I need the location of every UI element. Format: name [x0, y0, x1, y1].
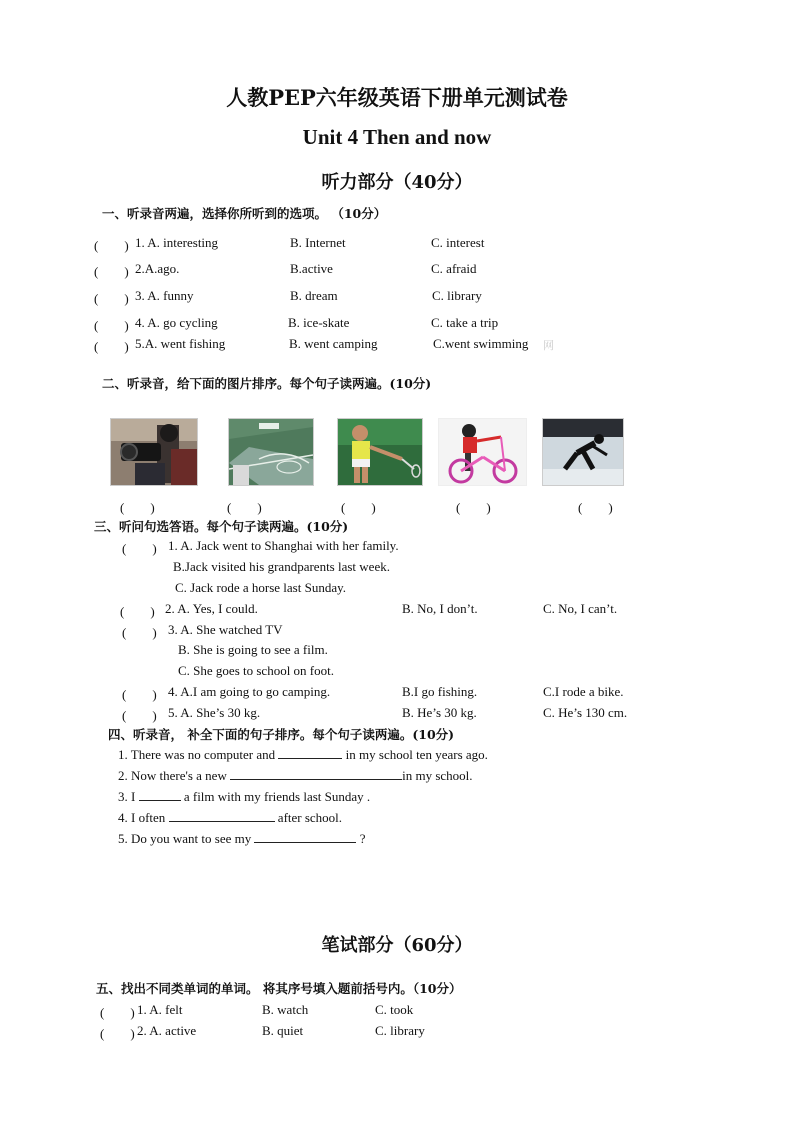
answer-paren[interactable]: ( ) — [100, 1026, 135, 1041]
picture-4-answer[interactable]: ( ) — [456, 500, 491, 515]
sentence-1: 1. There was no computer and in my school ten years ago. — [118, 747, 488, 762]
sentence-2: 2. Now there's a new in my school. — [118, 768, 473, 783]
answer-paren[interactable]: ( ) — [122, 541, 157, 556]
q1-option-c: C. Jack rode a horse last Sunday. — [175, 580, 347, 595]
watermark: 网 — [543, 340, 554, 352]
answer-paren[interactable]: ( ) — [94, 291, 129, 306]
answer-paren[interactable]: ( ) — [122, 625, 157, 640]
option-c: C.went swimming — [433, 336, 529, 351]
option-a: 1. A. interesting — [135, 235, 219, 250]
answer-paren[interactable]: ( ) — [94, 264, 129, 279]
option-a: 4. A. go cycling — [135, 315, 218, 330]
option-c: C. took — [375, 1002, 414, 1017]
blank-4[interactable] — [169, 809, 275, 822]
option-b: B. watch — [262, 1002, 309, 1017]
part2-heading: 二、听录音，给下面的图片排序。每个句子读两遍。(10分) — [102, 376, 432, 391]
q5-option-a: 5. A. She’s 30 kg. — [168, 705, 261, 720]
q2-option-a: 2. A. Yes, I could. — [165, 601, 258, 616]
blank-5[interactable] — [254, 830, 356, 843]
q3-option-c: C. She goes to school on foot. — [178, 663, 334, 678]
option-b: B. Internet — [290, 235, 346, 250]
picture-5-answer[interactable]: ( ) — [578, 500, 613, 515]
part1-heading: 一、听录音两遍，选择你所听到的选项。 （10分） — [102, 206, 387, 221]
option-c: C. library — [432, 288, 482, 303]
badminton-player-image — [337, 418, 423, 486]
q2-option-c: C. No, I can’t. — [543, 601, 618, 616]
q5-option-b: B. He’s 30 kg. — [402, 705, 477, 720]
basketball-court-image — [228, 418, 314, 486]
part4-heading: 四、听录音， 补全下面的句子排序。每个句子读两遍。(10分) — [108, 727, 455, 742]
page-title: 人教PEP六年级英语下册单元测试卷 — [226, 85, 568, 110]
answer-paren[interactable]: ( ) — [120, 604, 155, 619]
blank-3[interactable] — [139, 788, 181, 801]
writing-section-title: 笔试部分（60分） — [321, 935, 473, 956]
option-a: 1. A. felt — [137, 1002, 183, 1017]
listening-section-title: 听力部分（40分） — [321, 172, 473, 193]
answer-paren[interactable]: ( ) — [122, 708, 157, 723]
answer-paren[interactable]: ( ) — [100, 1005, 135, 1020]
q1-option-b: B.Jack visited his grandparents last week. — [173, 559, 390, 574]
option-b: B.active — [290, 261, 333, 276]
photographer-image — [110, 418, 198, 486]
option-c: C. take a trip — [431, 315, 499, 330]
answer-paren[interactable]: ( ) — [94, 318, 129, 333]
sentence-4: 4. I often after school. — [118, 810, 343, 825]
q3-option-a: 3. A. She watched TV — [168, 622, 283, 637]
picture-3-answer[interactable]: ( ) — [341, 500, 376, 515]
option-c: C. library — [375, 1023, 425, 1038]
part3-heading: 三、听问句选答语。每个句子读两遍。(10分) — [94, 519, 349, 534]
q3-option-b: B. She is going to see a film. — [178, 642, 328, 657]
answer-paren[interactable]: ( ) — [94, 339, 129, 354]
picture-2-answer[interactable]: ( ) — [227, 500, 262, 515]
answer-paren[interactable]: ( ) — [94, 238, 129, 253]
ice-skater-image — [542, 418, 624, 486]
option-a: 3. A. funny — [135, 288, 194, 303]
part5-heading: 五、找出不同类单词的单词。 将其序号填入题前括号内。（10分） — [96, 981, 462, 996]
blank-1[interactable] — [278, 746, 342, 759]
q2-option-b: B. No, I don’t. — [402, 601, 478, 616]
option-a: 2.A.ago. — [135, 261, 180, 276]
option-b: B. quiet — [262, 1023, 304, 1038]
option-c: C. interest — [431, 235, 485, 250]
q4-option-a: 4. A.I am going to go camping. — [168, 684, 331, 699]
sentence-3: 3. I a film with my friends last Sunday . — [118, 789, 371, 804]
picture-1-answer[interactable]: ( ) — [120, 500, 155, 515]
option-a: 2. A. active — [137, 1023, 197, 1038]
option-c: C. afraid — [431, 261, 477, 276]
q4-option-c: C.I rode a bike. — [543, 684, 624, 699]
blank-2[interactable] — [230, 767, 402, 780]
option-a: 5.A. went fishing — [135, 336, 226, 351]
q4-option-b: B.I go fishing. — [402, 684, 478, 699]
q1-option-a: 1. A. Jack went to Shanghai with her family. — [168, 538, 399, 553]
option-b: B. dream — [290, 288, 338, 303]
sentence-5: 5. Do you want to see my ? — [118, 831, 366, 846]
girl-on-bike-image — [438, 418, 527, 486]
unit-title: Unit 4 Then and now — [302, 125, 492, 149]
answer-paren[interactable]: ( ) — [122, 687, 157, 702]
option-b: B. went camping — [289, 336, 378, 351]
option-b: B. ice-skate — [288, 315, 350, 330]
q5-option-c: C. He’s 130 cm. — [543, 705, 628, 720]
